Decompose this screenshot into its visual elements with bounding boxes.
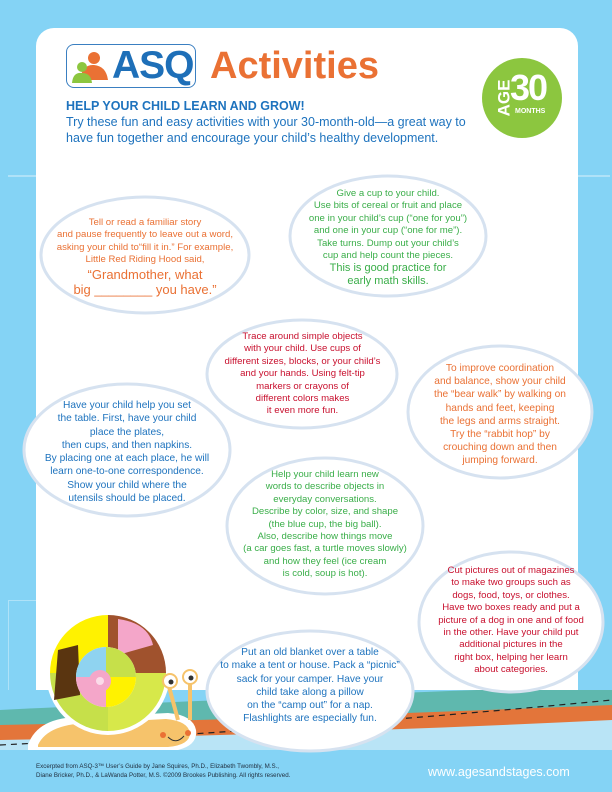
activity-text: Take turns. Dump out your child’s: [317, 237, 459, 249]
copyright-credit: [36, 762, 290, 780]
page-title: Activities: [210, 45, 379, 87]
activity-text: child take along a pillow: [256, 686, 364, 698]
activity-text: on the “camp out” for a nap.: [247, 700, 373, 712]
activity-text: Little Red Riding Hood said,: [85, 254, 205, 266]
activity-text: Help your child learn new: [271, 469, 379, 480]
logo-text: ASQ: [112, 44, 194, 87]
activity-text: sack for your camper. Have your: [236, 673, 384, 685]
activity-text: Have your child help you set: [63, 400, 191, 411]
age-label: AGE: [494, 79, 514, 117]
activity-text: hands and feet, keeping: [445, 402, 555, 414]
activity-text: (the blue cup, the big ball).: [268, 518, 382, 530]
activity-cloud-cup-counting: [288, 172, 488, 300]
activity-text: then cups, and then napkins.: [61, 439, 193, 451]
activity-text: is cold, soup is hot).: [282, 568, 368, 580]
activity-text: Describe by color, size, and shape: [251, 506, 399, 518]
activity-text: Tell or read a familiar story: [88, 217, 202, 228]
snail-illustration-icon: [18, 605, 203, 750]
subtitle: HELP YOUR CHILD LEARN AND GROW!: [66, 99, 305, 113]
credit-line: Diane Bricker, Ph.D., & LaWanda Potter, M.S. ©2009 Brookes Publishing. All rights reserved.: [36, 772, 291, 779]
activity-text: with your child. Use cups of: [244, 343, 361, 355]
activity-text: By placing one at each place, he will: [44, 453, 210, 465]
activity-text: Also, describe how things move: [257, 531, 393, 543]
activity-text: different sizes, blocks, or your child’s: [224, 355, 381, 367]
activity-text: Show your child where the: [67, 479, 187, 491]
activity-text: different colors makes: [255, 393, 350, 405]
activity-text: cup and help count the pieces.: [322, 250, 454, 262]
activity-emphasis: “Grandmother, what: [87, 266, 203, 282]
activity-text: To improve coordination: [445, 363, 555, 374]
activity-cloud-bear-walk: [405, 342, 595, 482]
activity-text: Trace around simple objects: [242, 331, 363, 342]
activity-text: the legs and arms straight.: [439, 415, 561, 427]
activity-text: in the other. Have your child put: [443, 627, 579, 639]
activity-text: and one in your cup (“one for me”).: [313, 225, 463, 237]
activity-text: one in your child’s cup (“one for you”): [308, 212, 468, 224]
activity-text: dogs, food, toys, or clothes.: [452, 589, 570, 601]
activity-cloud-camp-out: [205, 628, 415, 754]
activity-text: Cut pictures out of magazines: [447, 565, 575, 576]
activity-text: Give a cup to your child.: [336, 188, 440, 199]
activity-emphasis: early math skills.: [347, 274, 429, 287]
activity-cloud-magazine-groups: [418, 548, 604, 696]
website-link[interactable]: www.agesandstages.com: [428, 765, 570, 779]
activity-text: the “bear walk” by walking on: [434, 389, 566, 401]
activity-text: everyday conversations.: [273, 493, 377, 505]
activity-text: Have two boxes ready and put a: [442, 602, 580, 614]
activity-text: and pause frequently to leave out a word,: [56, 229, 233, 241]
activity-text: markers or crayons of: [256, 380, 349, 392]
activity-text: the table. First, have your child: [57, 413, 197, 425]
activity-cloud-trace-objects: [205, 318, 400, 430]
activity-text: place the plates,: [89, 426, 165, 438]
activity-cloud-set-table: [22, 380, 232, 520]
activity-text: right box, helping her learn: [454, 651, 568, 663]
intro-text: Try these fun and easy activities with your 30-month-old—a great way to have fun together and encourage your child’s healthy development.: [66, 115, 466, 145]
activity-text: crouching down and then: [443, 442, 557, 454]
activity-text: Use bits of cereal or fruit and place: [313, 200, 463, 212]
activity-text: Try the “rabbit hop” by: [450, 429, 550, 441]
activity-cloud-story-fill-in: [40, 190, 250, 320]
activity-text: additional pictures in the: [459, 639, 563, 651]
activity-text: words to describe objects in: [265, 481, 385, 493]
activity-text: about categories.: [474, 664, 548, 676]
activity-text: and your hands. Using felt-tip: [240, 368, 365, 380]
activity-cloud-describe-words: [225, 455, 425, 597]
activity-text: it even more fun.: [266, 405, 339, 417]
age-unit: MONTHS: [515, 108, 546, 115]
activity-text: Flashlights are especially fun.: [243, 713, 377, 725]
credit-line: Excerpted from ASQ-3™ User’s Guide by Jane Squires, Ph.D., Elizabeth Twombly, M.S.,: [36, 763, 280, 770]
activity-text: and how they feel (ice cream: [263, 555, 387, 567]
activity-text: picture of a dog in one and of food: [438, 614, 584, 626]
activity-text: and balance, show your child: [434, 376, 566, 388]
family-icon: [70, 50, 110, 84]
age-number: 30: [510, 67, 547, 108]
activity-emphasis: big ________ you have.”: [73, 281, 217, 297]
activity-emphasis: This is good practice for: [329, 262, 447, 275]
activity-text: Put an old blanket over a table: [241, 647, 379, 658]
activity-text: jumping forward.: [462, 455, 538, 467]
activity-text: asking your child to“fill it in.” For example,: [56, 241, 234, 253]
activity-text: to make a tent or house. Pack a “picnic”: [220, 660, 400, 672]
activity-text: (a car goes fast, a turtle moves slowly): [243, 543, 407, 555]
activity-text: learn one-to-one correspondence.: [50, 466, 204, 478]
activity-text: to make two groups such as: [451, 577, 571, 589]
age-badge: [482, 58, 562, 138]
activity-text: utensils should be placed.: [68, 493, 186, 505]
